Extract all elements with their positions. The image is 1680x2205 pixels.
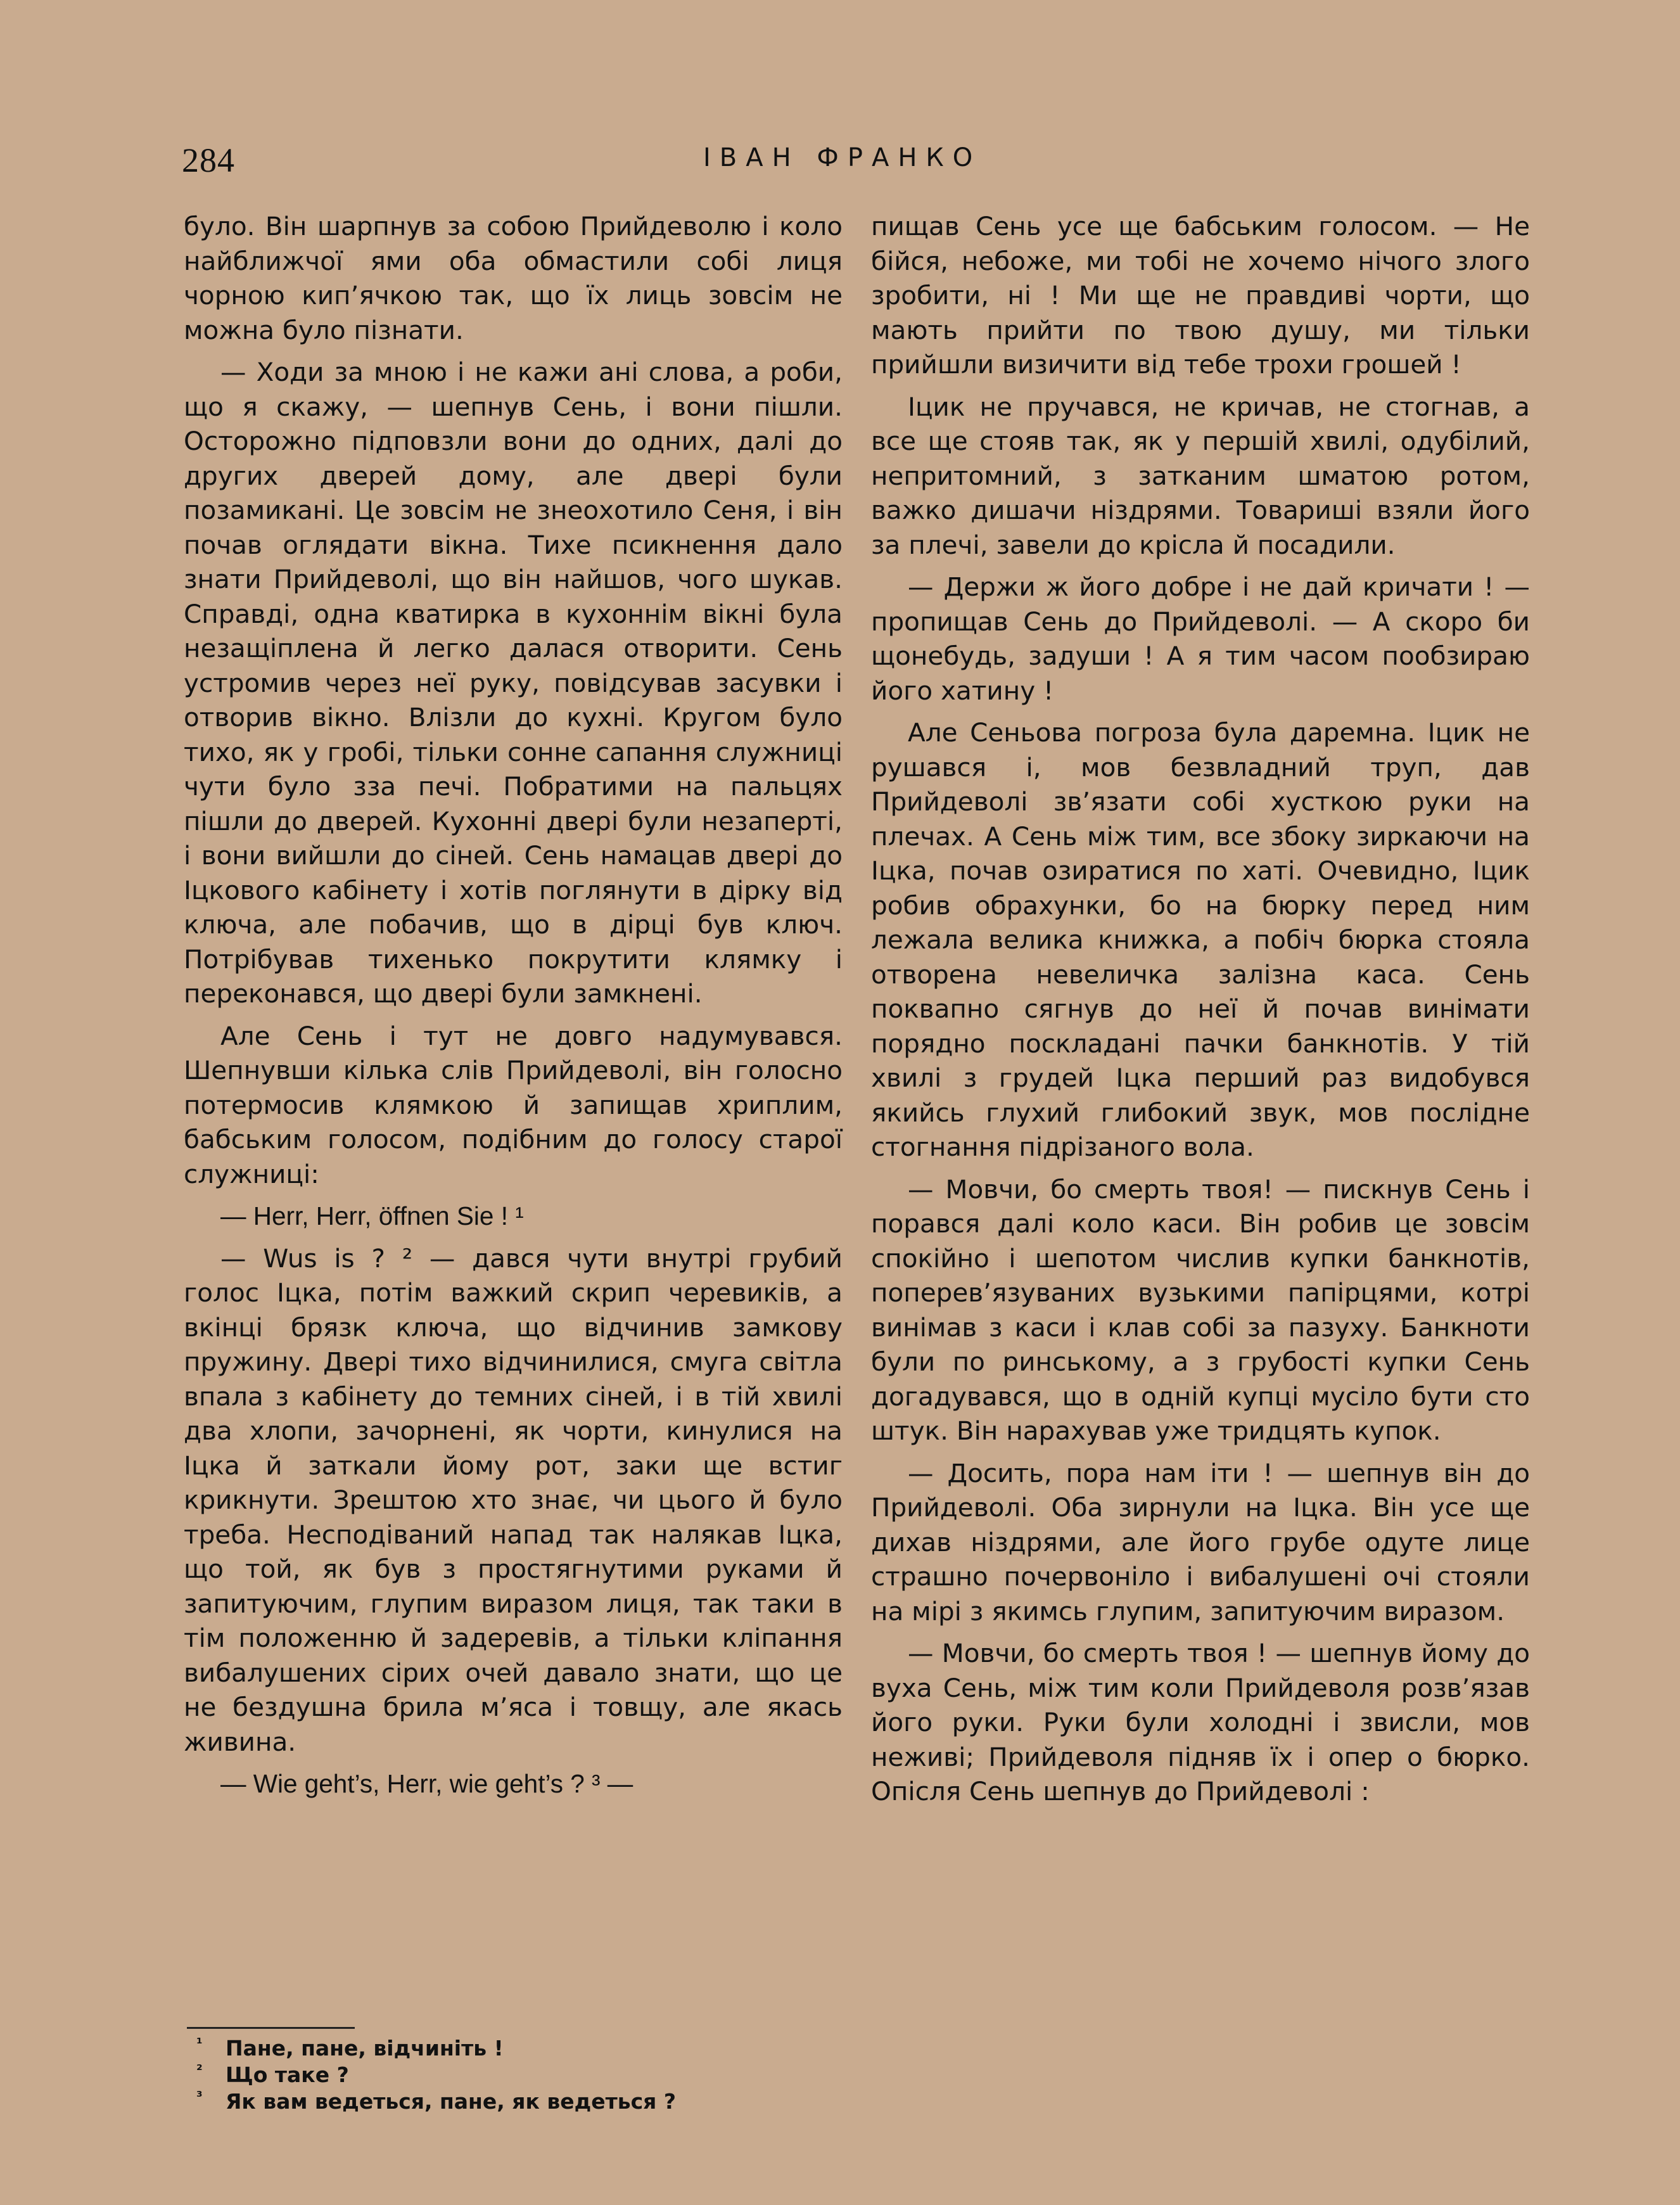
footnote-text: Як вам ведеться, пане, як ведеться ? (226, 2089, 676, 2114)
paragraph: — Досить, пора нам іти ! — шепнув він до Прийдеволі. Оба зирнули на Іцка. Він усе ще дихав ніздрями, але його грубе одуте лице страшно почервоніло і вибалушені очі стояли на мірі з якимсь глупим, запитуючим виразом. (871, 1457, 1530, 1627)
footnote: ² Що таке ? (196, 2062, 349, 2087)
paragraph: — Держи ж його добре і не дай кричати ! — пропищав Сень до Прийдеволі. — А скоро би щонебудь, задуши ! А я тим часом пообзираю його хатину ! (871, 572, 1530, 706)
paragraph: — Мовчи, бо смерть твоя! — пискнув Сень і порався далі коло каси. Він робив це зовсім спокійно і шепотом числив купки банкнотів, поперев’язуваних вузькими папірцями, котрі винімав з каси і клав собі за пазуху. Банкноти були по ринському, а з грубості купки Сень догадувався, що в одній купці мусіло бути сто штук. Він нарахував уже тридцять купок. (871, 1173, 1530, 1446)
footnote: ¹ Пане, пане, відчиніть ! (196, 2036, 504, 2061)
running-title: ІВАН ФРАНКО (703, 143, 982, 172)
paragraph: — Wus is ? ² — дався чути внутрі грубий голос Іцка, потім важкий скрип черевиків, а вкінці брязк ключа, що відчинив замкову пружину. Двері тихо відчинилися, смуга світла впала з кабінету до темних сіней, і в тій хвилі два хлопи, зачорнені, як чорти, кинулися на Іцка й заткали йому рот, заки ще встиг крикнути. Зрештою хто знає, чи цього й було треба. Несподіваний напад так налякав Іцка, що той, як був з простягнутими руками й запитуючим, глупим виразом лиця, так таки в тім положенню й задеревів, а тільки кліпання вибалушених сірих очей давало знати, що це не бездушна брила м’яса і товщу, але якась живина. (184, 1243, 843, 1757)
paragraph: — Мовчи, бо смерть твоя ! — шепнув йому до вуха Сень, між тим коли Прийдеволя розв’язав його руки. Руки були холодні і звисли, мов неживі; Прийдеволя підняв їх і опер о бюрко. Опісля Сень шепнув до Прийдеволі : (871, 1638, 1530, 1806)
footnote-divider (187, 2027, 355, 2029)
paragraph: Але Сеньова погроза була даремна. Іцик не рушався і, мов безвладний труп, дав Прийдеволі зв’язати собі хусткою руки на плечах. А Сень між тим, все збоку зиркаючи на Іцка, почав озиратися по хаті. Очевидно, Іцик робив обрахунки, бо на бюрку перед ним лежала велика книжка, а побіч бюрка стояла отворена невеличка залізна каса. Сень поквапно сягнув до неї й почав винімати порядно поскладані пачки банкнотів. У тій хвилі з грудей Іцка перший раз видобувся якийсь глухий глибокий звук, мов послідне стогнання підрізаного вола. (871, 717, 1530, 1162)
paragraph: Іцик не пручався, не кричав, не стогнав, а все ще стояв так, як у першій хвилі, одубілий, непритомний, з затканим шматою ротом, важко дишачи ніздрями. Товариші взяли його за плечі, завели до крісла й посадили. (871, 391, 1530, 560)
paragraph: — Ходи за мною і не кажи ані слова, а роби, що я скажу, — шепнув Сень, і вони пішли. Осторожно підповзли вони до одних, далі до других дверей дому, але двері були позамикані. Це зовсім не знеохотило Сеня, і він почав оглядати вікна. Тихе псикнення дало знати Прийдеволі, що він найшов, чого шукав. Справді, одна кватирка в кухоннім вікні була незащіплена й легко далася отворити. Сень устромив через неї руку, повідсував засувки і отворив вікно. Влізли до кухні. Кругом було тихо, як у гробі, тільки сонне сапання служниці чути було зза печі. Побратими на пальцях пішли до дверей. Кухонні двері були незаперті, і вони вийшли до сіней. Сень намацав двері до Іцкового кабінету і хотів поглянути в дірку від ключа, але побачив, що в дірці був ключ. Потрібував тихенько покрутити клямку і переконався, що двері були замкнені. (184, 357, 843, 1009)
dialogue-line: — Wie geht’s, Herr, wie geht’s ? ³ — (220, 1769, 633, 1798)
footnotes (196, 2035, 830, 2115)
right-text-column (871, 209, 1530, 1817)
paragraph: Але Сень і тут не довго надумувався. Шепнувши кілька слів Прийдеволі, він голосно потермосив клямкою й запищав хриплим, бабським голосом, подібним до голосу старої служниці: (184, 1020, 843, 1189)
left-text-column (184, 209, 843, 1809)
dialogue-line: — Herr, Herr, öffnen Sie ! ¹ (220, 1201, 524, 1230)
paragraph: було. Він шарпнув за собою Прийдеволю і коло найближчої ями оба обмастили собі лиця чорною кип’ячкою так, що їх лиць зовсім не можна було пізнати. (184, 211, 843, 345)
page-number: 284 (182, 141, 235, 179)
paragraph: пищав Сень усе ще бабським голосом. — Не бійся, небоже, ми тобі не хочемо нічого злого зробити, ні ! Ми ще не правдиві чорти, що мають прийти по твою душу, ми тільки прийшли визичити від тебе трохи грошей ! (871, 211, 1530, 380)
footnote-text: Що таке ? (226, 2062, 349, 2087)
footnote-text: Пане, пане, відчиніть ! (226, 2036, 504, 2061)
footnote: ³ Як вам ведеться, пане, як ведеться ? (196, 2089, 676, 2114)
